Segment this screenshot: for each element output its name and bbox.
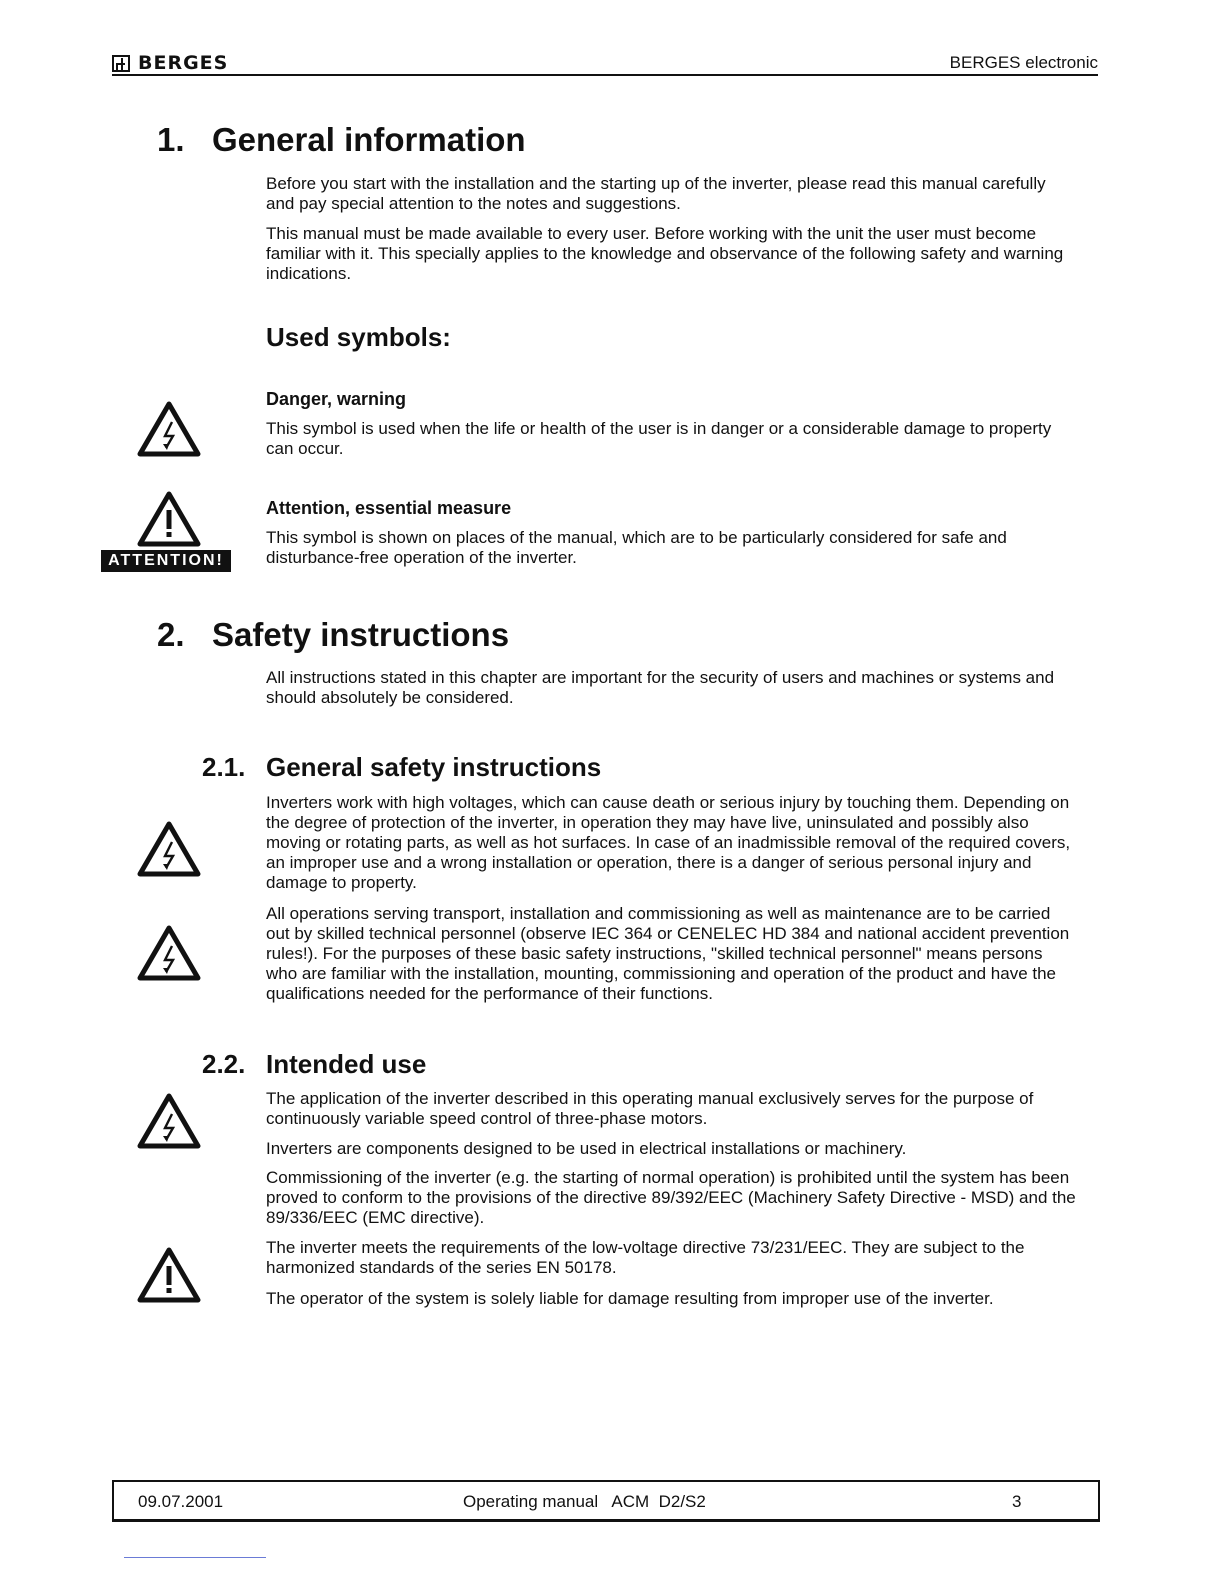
section-2-2-paragraph-3: Commissioning of the inverter (e.g. the starting of normal operation) is prohibited until the system has been proved to conform to the provisions of the directive 89/392/EEC (Machinery Safety Directive - MSD) and the 89/336/EEC (EMC directive).: [266, 1168, 1076, 1227]
attention-badge: ATTENTION!: [101, 550, 231, 572]
section-2-1-paragraph-2: All operations serving transport, installation and commissioning as well as maintenance are to be carried out by skilled technical personnel (observe IEC 364 or CENELEC HD 384 and national accident prevention rules!). For the purposes of these basic safety instructions, "skilled technical personnel" means persons who are familiar with the installation, mounting, commissioning and operation of the product and have the qualifications needed for the performance of their functions.: [266, 904, 1070, 1003]
danger-voltage-icon: [136, 820, 202, 878]
header-company: BERGES electronic: [949, 53, 1098, 72]
section-1-heading: [157, 121, 526, 159]
used-symbols-heading: Used symbols:: [266, 322, 451, 352]
section-2-1-title: General safety instructions: [266, 752, 602, 782]
section-2-2-paragraph-2: Inverters are components designed to be used in electrical installations or machinery.: [266, 1139, 907, 1158]
attention-exclamation-icon: [136, 490, 202, 548]
section-2-1-paragraph-1: Inverters work with high voltages, which can cause death or serious injury by touching them. Depending on the degree of protection of the inverter, in operation they may have live, uninsulated and possibly also moving or rotating parts, as well as hot surfaces. In case of an inadmissible removal of the required covers, an improper use and a wrong installation or operation, there is a danger of serious personal injury and damage to property.: [266, 793, 1071, 892]
section-2-2-paragraph-5: The operator of the system is solely liable for damage resulting from improper use of the inverter.: [266, 1289, 994, 1308]
section-2-2-title: Intended use: [266, 1049, 427, 1079]
section-2-1-heading: [202, 752, 601, 783]
danger-description: This symbol is used when the life or health of the user is in danger or a considerable damage to property can occur.: [266, 419, 1052, 458]
bottom-link-underline: [124, 1557, 266, 1558]
brand-logo: [112, 52, 228, 74]
footer-page-number: 3: [1012, 1492, 1022, 1511]
attention-label: Attention, essential measure: [266, 498, 512, 518]
section-2-intro: All instructions stated in this chapter are important for the security of users and machines or systems and should absolutely be considered.: [266, 668, 1055, 707]
section-2-2-paragraph-4: The inverter meets the requirements of the low-voltage directive 73/231/EEC. They are subject to the harmonized standards of the series EN 50178.: [266, 1238, 1025, 1277]
header-divider: [112, 74, 1098, 76]
section-2-number: 2.: [157, 616, 185, 653]
danger-voltage-icon: [136, 1092, 202, 1150]
section-2-1-number: 2.1.: [202, 752, 246, 782]
footer-date: 09.07.2001: [138, 1492, 224, 1511]
section-2-heading: [157, 616, 509, 654]
danger-voltage-icon: [136, 400, 202, 458]
attention-exclamation-icon: [136, 1246, 202, 1304]
section-2-2-heading: [202, 1049, 426, 1080]
danger-label: Danger, warning: [266, 389, 407, 409]
attention-description: This symbol is shown on places of the manual, which are to be particularly considered for safe and disturbance-free operation of the inverter.: [266, 528, 1007, 567]
footer-title: Operating manual ACM D2/S2: [463, 1492, 706, 1511]
brand-name: BERGES: [138, 52, 229, 74]
section-1-paragraph-2: This manual must be made available to every user. Before working with the unit the user must become familiar with it. This specially applies to the knowledge and observance of the following safety and warning indications.: [266, 224, 1064, 283]
berges-logo-icon: [112, 55, 130, 72]
section-1-number: 1.: [157, 121, 185, 158]
section-1-paragraph-1: Before you start with the installation and the starting up of the inverter, please read this manual carefully and pay special attention to the notes and suggestions.: [266, 174, 1046, 213]
page-footer: [112, 1480, 1100, 1522]
section-1-title: General information: [212, 121, 526, 158]
section-2-title: Safety instructions: [212, 616, 510, 653]
section-2-2-number: 2.2.: [202, 1049, 246, 1079]
section-2-2-paragraph-1: The application of the inverter described in this operating manual exclusively serves for the purpose of continuously variable speed control of three-phase motors.: [266, 1089, 1034, 1128]
danger-voltage-icon: [136, 924, 202, 982]
